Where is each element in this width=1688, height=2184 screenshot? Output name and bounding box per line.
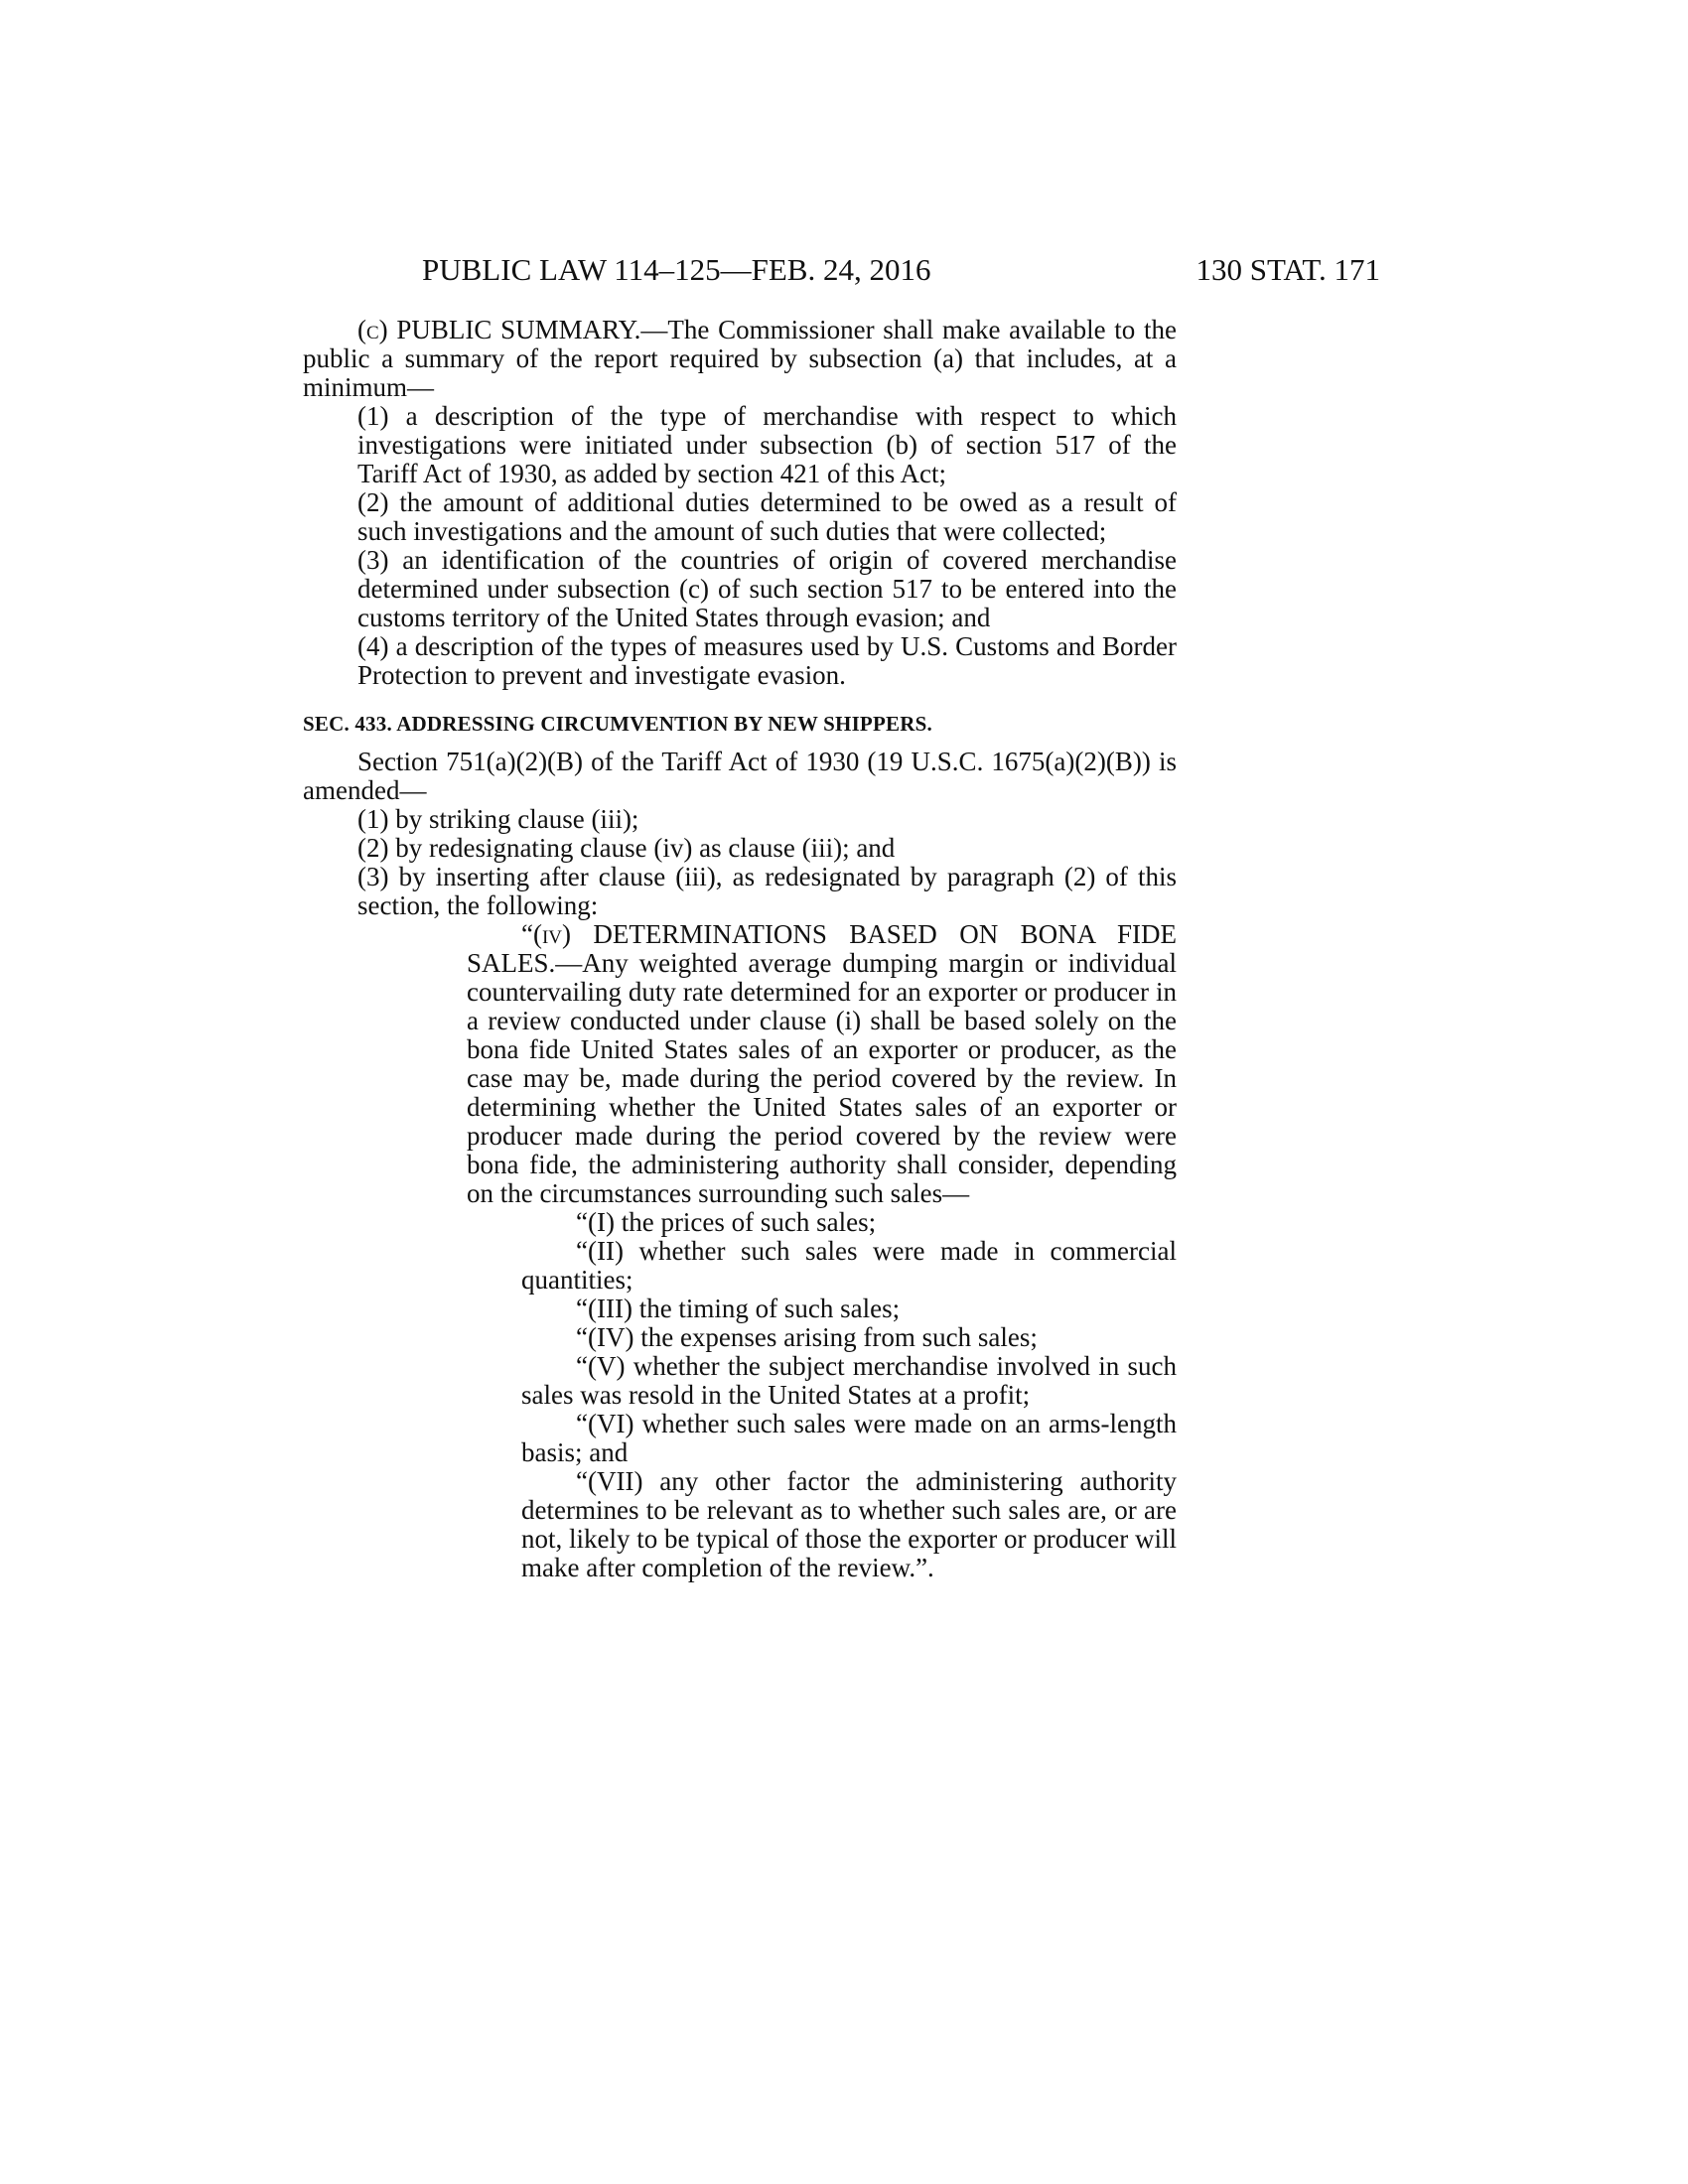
body-text xyxy=(303,316,1177,1582)
subclause-V: “(V) whether the subject merchandise involved in such sales was resold in the United States at a profit; xyxy=(521,1351,1177,1410)
section-item-1: (1) by striking clause (iii); xyxy=(357,804,639,834)
public-summary-item-2: (2) the amount of additional duties determined to be owed as a result of such investigations and the amount of such duties that were collected; xyxy=(357,487,1177,546)
public-summary-item-1: (1) a description of the type of merchandise with respect to which investigations were initiated under subsection (b) of section 517 of the Tariff Act of 1930, as added by section 421 of this Act; xyxy=(357,401,1177,488)
subclause-VII: “(VII) any other factor the administering authority determines to be relevant as to whether such sales are, or are not, likely to be typical of those the exporter or producer will make after completion of the review.”. xyxy=(521,1466,1177,1582)
section-item-2: (2) by redesignating clause (iv) as clause (iii); and xyxy=(357,833,896,863)
quoted-clause-body: —Any weighted average dumping margin or individual countervailing duty rate determined for an exporter or producer in a review conducted under clause (i) shall be based solely on the bona fide United States sales of an exporter or producer, as the case may be, made during the period covered by the review. In determining whether the United States sales of an exporter or producer made during the period covered by the review were bona fide, the administering authority shall consider, depending on the circumstances surrounding such sales— xyxy=(467,948,1177,1208)
section-heading: SEC. 433. ADDRESSING CIRCUMVENTION BY NEW SHIPPERS. xyxy=(303,712,932,736)
subclause-III: “(III) the timing of such sales; xyxy=(576,1294,901,1323)
section-item-3: (3) by inserting after clause (iii), as redesignated by paragraph (2) of this section, the following: xyxy=(357,862,1177,920)
public-summary-paragraph xyxy=(303,316,1177,402)
subclause-I: “(I) the prices of such sales; xyxy=(576,1207,877,1237)
public-summary-intro: —The Commissioner shall make available to the public a summary of the report required by subsection (a) that includes, at a minimum— xyxy=(303,315,1177,402)
public-summary-heading: (c) PUBLIC SUMMARY. xyxy=(357,315,641,344)
quoted-clause-iv xyxy=(467,920,1177,1208)
public-summary-item-4: (4) a description of the types of measures used by U.S. Customs and Border Protection to prevent and investigate evasion. xyxy=(357,631,1177,690)
subclause-VI: “(VI) whether such sales were made on an arms-length basis; and xyxy=(521,1409,1177,1467)
running-header xyxy=(303,250,1380,290)
subclause-IV: “(IV) the expenses arising from such sales; xyxy=(576,1322,1038,1352)
quoted-clause-heading: “(iv) DETERMINATIONS BASED ON BONA FIDE SALES. xyxy=(467,919,1177,978)
header-title: PUBLIC LAW 114–125—FEB. 24, 2016 xyxy=(422,252,931,287)
public-summary-item-3: (3) an identification of the countries of origin of covered merchandise determined under subsection (c) of such section 517 to be entered into the customs territory of the United States through evasion; and xyxy=(357,545,1177,632)
subclause-II: “(II) whether such sales were made in commercial quantities; xyxy=(521,1236,1177,1295)
header-page-number: 130 STAT. 171 xyxy=(1196,252,1380,287)
section-intro: Section 751(a)(2)(B) of the Tariff Act of 1930 (19 U.S.C. 1675(a)(2)(B)) is amended— xyxy=(303,747,1177,805)
